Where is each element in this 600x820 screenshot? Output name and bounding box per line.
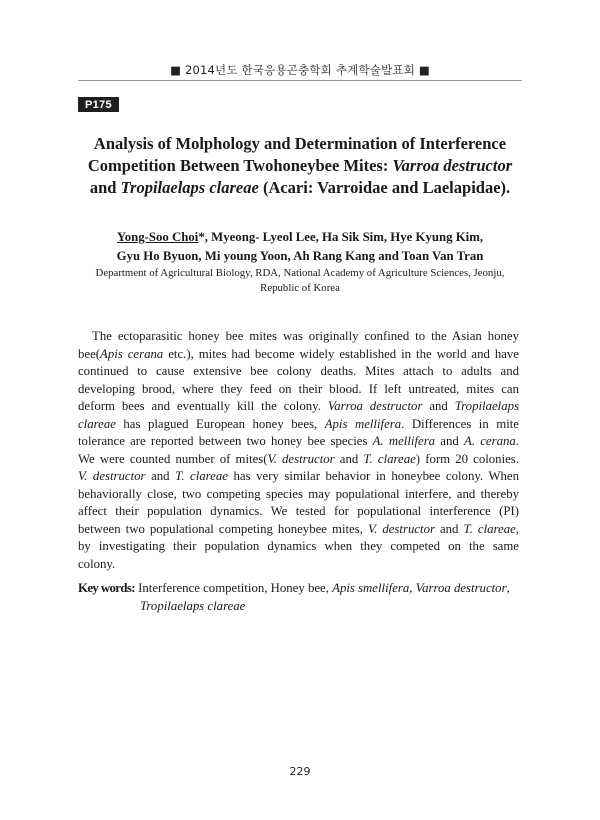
- affiliation-line-1: Department of Agricultural Biology, RDA, National Academy of Agriculture Sciences, Jeonju,: [95, 267, 505, 279]
- author-line-1: [60, 228, 540, 247]
- abstract-text: ,: [515, 521, 519, 536]
- keywords-line-1: [78, 580, 523, 598]
- author-line-2: Gyu Ho Byuon, Mi young Yoon, Ah Rang Kang and Toan Van Tran: [116, 249, 484, 263]
- title-text: (Acari: Varroidae and Laelapidae).: [258, 178, 511, 197]
- abstract-text: between two populational competing honeybee mites,: [78, 521, 368, 536]
- lead-author: Yong-Soo Choi: [116, 230, 199, 244]
- species-name: clareae: [78, 416, 116, 431]
- affiliation: [70, 266, 530, 296]
- abstract-text: .: [515, 434, 519, 448]
- abstract-text: has very similar behavior in honeybee colony. When: [227, 469, 519, 483]
- abstract-text: etc.), mites had become widely established in the world and have: [163, 346, 519, 361]
- keyword-text: Interference competition, Honey bee,: [134, 581, 333, 595]
- species-name: Apis mellifera: [324, 416, 402, 431]
- abstract-text: We were counted number of mites(: [78, 451, 268, 466]
- poster-id-badge: P175: [78, 97, 119, 112]
- species-name: V. destructor: [267, 451, 335, 466]
- abstract-line: [78, 451, 519, 469]
- abstract-text: has plagued European honey bees,: [115, 416, 325, 431]
- species-name: Tropilaelaps: [454, 399, 519, 413]
- title-line-1: Analysis of Molphology and Determination of Interference: [93, 134, 507, 153]
- species-name: V. destructor: [367, 521, 435, 536]
- affiliation-line-2: Republic of Korea: [260, 282, 340, 294]
- title-line-3: [60, 177, 540, 199]
- abstract-line: [78, 416, 519, 434]
- abstract-text: and: [434, 521, 464, 536]
- keyword-text: ,: [506, 581, 510, 595]
- conference-header: ■ 2014년도 한국응용곤충학회 추계학술발표회 ■: [170, 63, 430, 77]
- abstract-body: [78, 328, 519, 573]
- title-species: Varroa destructor: [392, 156, 513, 175]
- abstract-line: [78, 346, 519, 364]
- keyword-text: ,: [409, 581, 416, 595]
- abstract-text: and: [435, 434, 464, 448]
- abstract-line: [78, 433, 519, 451]
- abstract-text: deform bees and eventually kill the colony.: [78, 399, 328, 413]
- species-name: V. destructor: [78, 469, 146, 483]
- abstract-line: affect their population dynamics. We tested for populational interference (PI): [78, 504, 519, 518]
- author-names: *, Myeong- Lyeol Lee, Ha Sik Sim, Hye Kyung Kim,: [198, 230, 484, 244]
- keyword-species: Varroa destructor: [415, 581, 507, 595]
- abstract-text: and: [422, 399, 455, 413]
- title-text: Competition Between Twohoneybee Mites:: [87, 156, 393, 175]
- abstract-text: bee(: [78, 346, 101, 361]
- species-name: A. mellifera: [372, 434, 436, 448]
- abstract-line: The ectoparasitic honey bee mites was originally confined to the Asian honey: [92, 329, 519, 343]
- species-name: T. clareae: [175, 469, 228, 483]
- keyword-species: Tropilaelaps clareae: [140, 598, 246, 613]
- species-name: T. clareae: [463, 521, 516, 536]
- species-name: Apis cerana: [100, 346, 164, 361]
- keyword-species: Apis smellifera: [332, 581, 410, 595]
- abstract-line: [78, 521, 519, 539]
- species-name: T. clareae: [363, 451, 416, 466]
- keywords-label: Key words:: [78, 581, 135, 595]
- abstract-line: developing brood, where they feed on their blood. If left untreated, mites can: [78, 381, 519, 396]
- abstract-text: and: [334, 451, 364, 466]
- abstract-line: [78, 468, 519, 486]
- keywords-line-2: [78, 598, 523, 616]
- title-species: Tropilaelaps clareae: [120, 178, 259, 197]
- abstract-line: colony.: [78, 556, 116, 571]
- species-name: A. cerana: [464, 434, 516, 448]
- abstract-text: ) form 20 colonies.: [415, 451, 519, 466]
- paper-title: [60, 133, 540, 199]
- abstract-text: and: [145, 469, 176, 483]
- abstract-line: [78, 398, 519, 416]
- header-divider: [78, 80, 522, 81]
- page-number: 229: [289, 765, 311, 778]
- species-name: Varroa destructor: [327, 399, 423, 413]
- abstract-line: continued to cause extensive bee colony deaths. Mites attach to adults and: [78, 364, 519, 378]
- title-line-2: [60, 155, 540, 177]
- abstract-text: . Differences in mite: [401, 416, 519, 431]
- title-text: and: [89, 178, 121, 197]
- abstract-line: behaviorally close, two competing species may populational interfere, and thereby: [78, 486, 519, 501]
- author-list: [60, 228, 540, 266]
- keywords: [78, 580, 523, 615]
- abstract-text: tolerance are reported between two honey bee species: [78, 434, 373, 448]
- abstract-line: by investigating their population dynamics when they competed on the same: [78, 539, 519, 553]
